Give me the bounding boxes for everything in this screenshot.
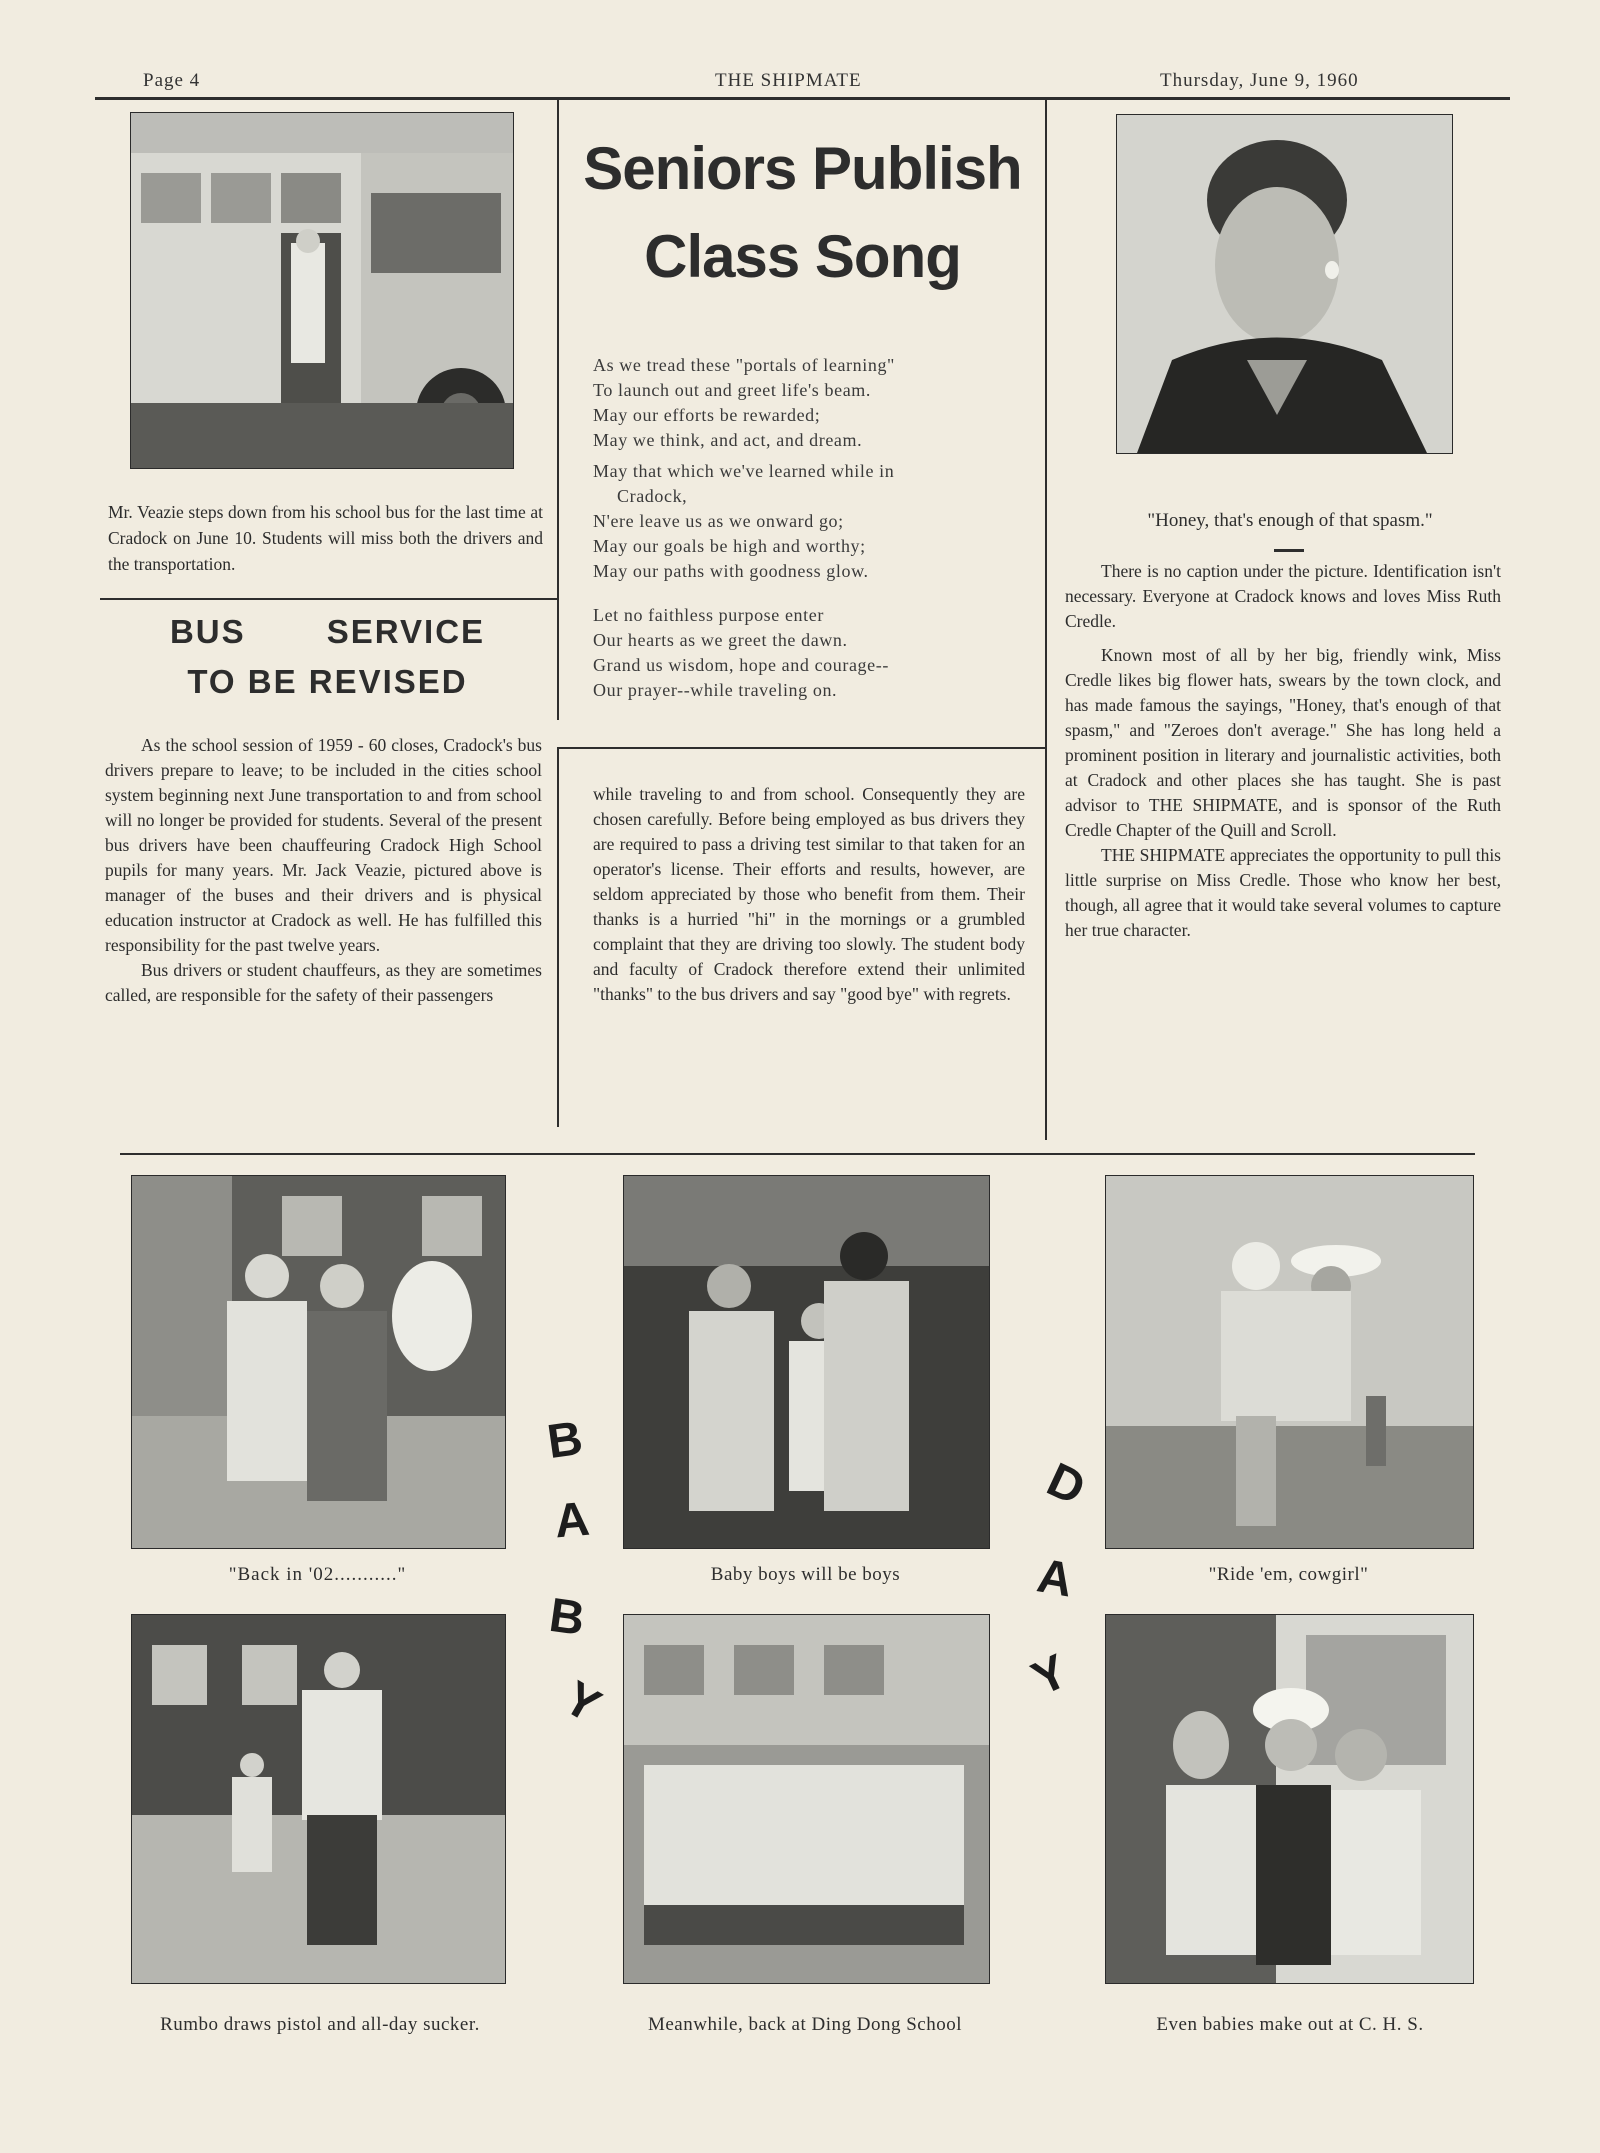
song-line: May our efforts be rewarded; <box>593 405 821 425</box>
class-song-verse-1 <box>593 353 1033 584</box>
bus-section-rule <box>100 598 558 600</box>
song-line: As we tread these "portals of learning" <box>593 355 896 375</box>
baby-day-photo-baby-boys <box>623 1175 990 1549</box>
bus-photo <box>130 112 514 469</box>
photo-section-rule <box>120 1153 1475 1155</box>
song-title-line-1: Seniors Publish <box>583 135 1022 202</box>
bus-article-paragraph-1: As the school session of 1959 - 60 closes, Cradock's bus drivers prepare to leave; to be included in the cities school system beginning next June transportation to and from school will no longer be provided for students. Several of the present bus drivers have been chauffeuring Cradock High School pupils for many years. Mr. Jack Veazie, pictured above is manager of the buses and their drivers and is physical education instructor at Cradock as well. He has fulfilled this responsibility for the past twelve years. <box>105 735 542 955</box>
masthead-rule <box>95 97 1510 100</box>
song-title-line-2: Class Song <box>644 223 961 290</box>
song-line: May we think, and act, and dream. <box>593 430 863 450</box>
song-line: To launch out and greet life's beam. <box>593 380 871 400</box>
paper-name: THE SHIPMATE <box>715 70 862 91</box>
credle-paragraph-2: Known most of all by her big, friendly wink, Miss Credle likes big flower hats, swears by the town clock, and has made famous the sayings, "Honey, that's enough of that spasm," and "Zeroes don't average." She has long held a prominent position in literary and journalistic activities, both at Cradock and other places she has taught. She is past advisor to THE SHIPMATE, and is sponsor of the Ruth Credle Chapter of the Quill and Scroll. <box>1065 645 1501 840</box>
column-rule-left <box>557 100 559 720</box>
song-line: Our hearts as we greet the dawn. <box>593 630 848 650</box>
song-line: N'ere leave us as we onward go; <box>593 511 844 531</box>
song-line: Our prayer--while traveling on. <box>593 680 838 700</box>
miss-credle-portrait <box>1116 114 1453 454</box>
issue-date: Thursday, June 9, 1960 <box>1160 70 1359 91</box>
credle-paragraph-3: THE SHIPMATE appreciates the opportunity to pull this little surprise on Miss Credle. Those who know her best, though, all agree that it would take several volumes to capture her true character. <box>1065 845 1501 940</box>
song-line: May our goals be high and worthy; <box>593 536 866 556</box>
baby-day-photo-ride-em-cowgirl <box>1105 1175 1474 1549</box>
song-line: May our paths with goodness glow. <box>593 561 869 581</box>
class-song-verse-2 <box>593 603 1033 703</box>
credle-caption-dash <box>1274 549 1304 552</box>
baby-day-photo-ding-dong-school <box>623 1614 990 1984</box>
bus-photo-caption: Mr. Veazie steps down from his school bus for the last time at Cradock on June 10. Students will miss both the drivers and the transportation. <box>108 502 543 574</box>
photo-caption: Meanwhile, back at Ding Dong School <box>647 2014 963 2035</box>
bus-article-col-1 <box>105 733 542 1008</box>
baby-letter-b: B <box>546 1588 588 1647</box>
credle-photo-caption: "Honey, that's enough of that spasm." <box>1147 510 1433 531</box>
baby-day-photo-make-out <box>1105 1614 1474 1984</box>
credle-article <box>1065 559 1501 943</box>
song-line: Grand us wisdom, hope and courage-- <box>593 655 889 675</box>
photo-caption: "Back in '02..........." <box>228 1564 407 1585</box>
bus-article-col-2 <box>593 782 1025 1007</box>
baby-day-photo-rumbo <box>131 1614 506 1984</box>
page-number: Page 4 <box>143 70 201 91</box>
baby-letter-y: Y <box>554 1671 610 1734</box>
baby-day-photo-back-in-02 <box>131 1175 506 1549</box>
photo-caption: Baby boys will be boys <box>710 1564 901 1585</box>
song-line: Cradock, <box>617 486 688 506</box>
photo-caption: "Ride 'em, cowgirl" <box>1208 1564 1369 1585</box>
bus-headline-line-1: BUS SERVICE <box>169 613 486 650</box>
bus-article-paragraph-3: while traveling to and from school. Consequently they are chosen carefully. Before being employed as bus drivers they are required to pass a driving test similar to that taken for an operator's license. Their efforts and results, however, are seldom appreciated by those who benefit from them. Their thanks is a hurried "hi" in the mornings or a grumbled complaint that they are driving too slowly. The student body and faculty of Cradock therefore extend their unlimited "thanks" to the bus drivers and say "good bye" with regrets. <box>593 784 1025 1004</box>
day-letter-d: D <box>1039 1453 1093 1516</box>
day-letter-y: Y <box>1024 1644 1076 1707</box>
baby-letter-a: A <box>552 1492 592 1549</box>
column-rule-middle <box>557 747 559 1127</box>
baby-letter-b: B <box>544 1411 586 1470</box>
column-rule-right <box>1045 100 1047 1140</box>
song-line: May that which we've learned while in <box>593 461 895 481</box>
song-box-bottom-rule <box>557 747 1046 749</box>
song-line: Let no faithless purpose enter <box>593 605 824 625</box>
credle-paragraph-1: There is no caption under the picture. Identification isn't necessary. Everyone at Cradock knows and loves Miss Ruth Credle. <box>1065 561 1501 631</box>
bus-article-paragraph-2: Bus drivers or student chauffeurs, as they are sometimes called, are responsible for the safety of their passengers <box>105 960 542 1005</box>
bus-headline-line-2: TO BE REVISED <box>187 663 468 700</box>
day-letter-a: A <box>1033 1549 1077 1608</box>
photo-caption: Even babies make out at C. H. S. <box>1156 2014 1424 2035</box>
photo-caption: Rumbo draws pistol and all-day sucker. <box>160 2014 480 2035</box>
